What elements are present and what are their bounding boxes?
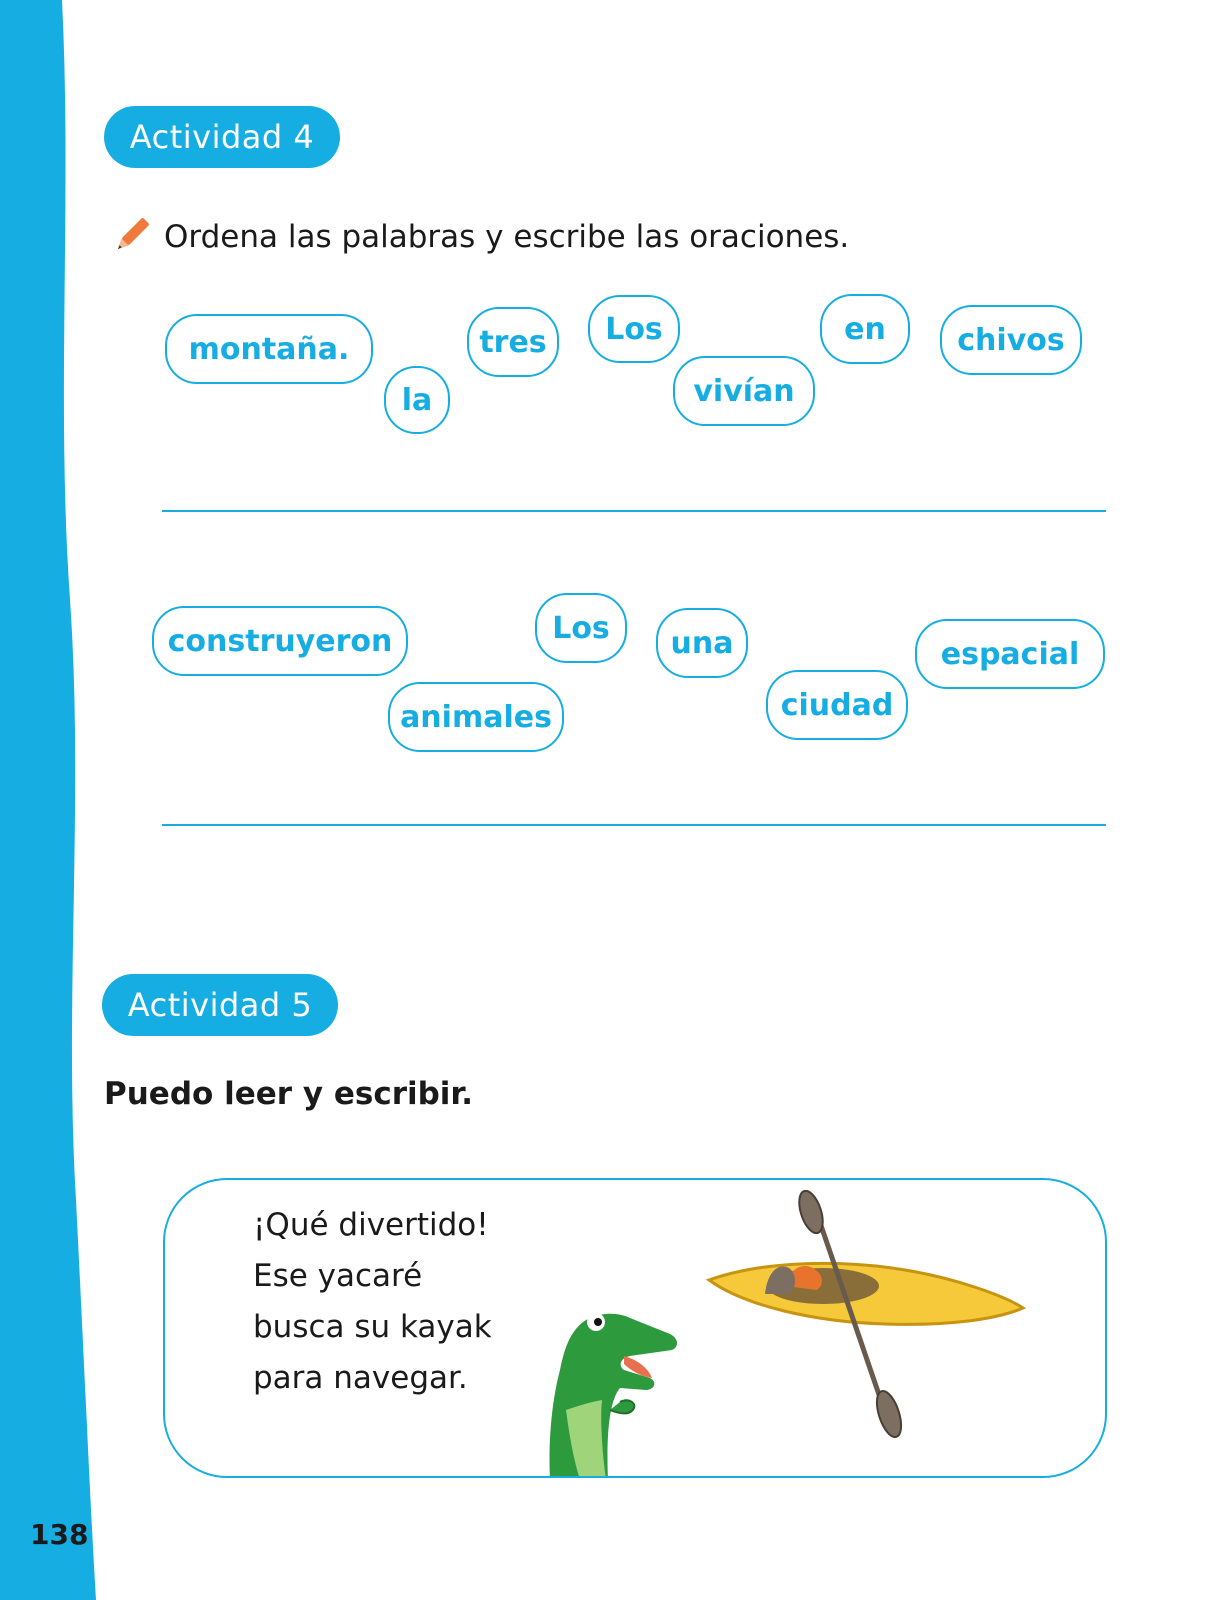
side-band — [0, 0, 110, 1600]
word-tile: una — [656, 608, 748, 678]
word-tile: en — [820, 294, 910, 364]
kayak-illustration — [705, 1190, 1035, 1450]
word-tile: chivos — [940, 305, 1082, 375]
word-tile: construyeron — [152, 606, 408, 676]
word-tile: ciudad — [766, 670, 908, 740]
crocodile-illustration — [520, 1290, 690, 1478]
answer-line-2[interactable] — [162, 824, 1106, 826]
instruction-text: Ordena las palabras y escribe las oraciones. — [164, 219, 850, 255]
reading-line: Ese yacaré — [253, 1258, 423, 1294]
reading-line: ¡Qué divertido! — [253, 1207, 489, 1243]
reading-line: busca su kayak — [253, 1309, 492, 1345]
instruction — [110, 213, 849, 261]
activity-5-subtitle: Puedo leer y escribir. — [104, 1076, 474, 1112]
pencil-icon — [110, 213, 154, 261]
word-tile: Los — [588, 295, 680, 363]
word-tile: la — [384, 366, 450, 434]
activity-5-badge: Actividad 5 — [102, 974, 338, 1036]
reading-line: para navegar. — [253, 1360, 468, 1396]
word-tile: montaña. — [165, 314, 373, 384]
word-tile: Los — [535, 593, 627, 663]
answer-line-1[interactable] — [162, 510, 1106, 512]
word-tile: espacial — [915, 619, 1105, 689]
reading-text — [253, 1200, 492, 1404]
activity-4-badge: Actividad 4 — [104, 106, 340, 168]
word-tile: vivían — [673, 356, 815, 426]
reading-box — [163, 1178, 1107, 1478]
page-number: 138 — [30, 1518, 89, 1551]
word-tile: animales — [388, 682, 564, 752]
word-tile: tres — [467, 307, 559, 377]
